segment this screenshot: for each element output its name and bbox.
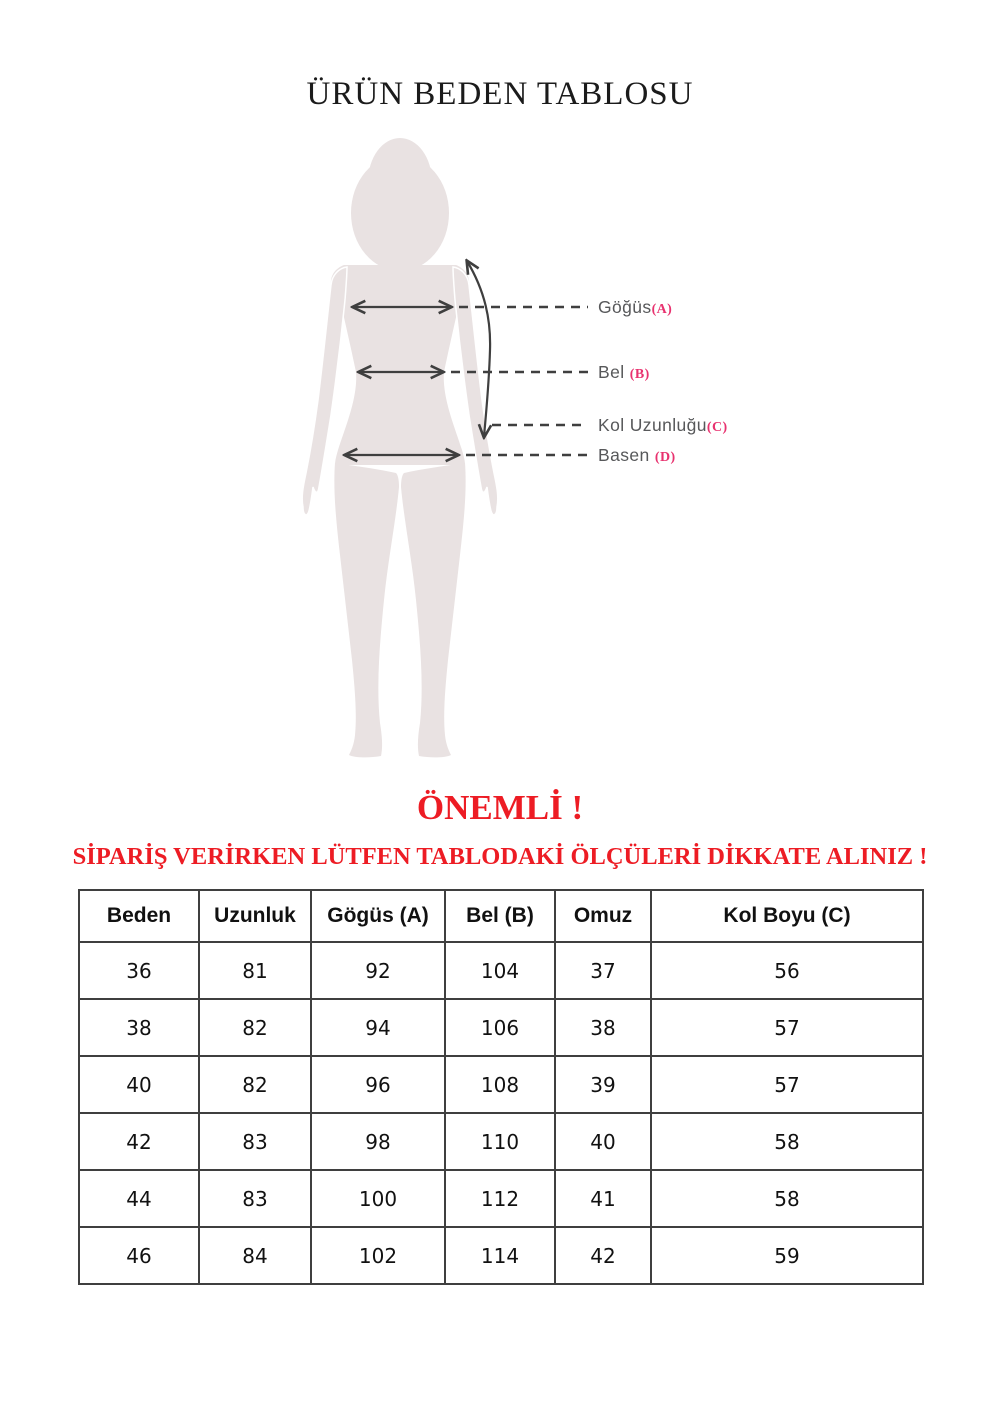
measurement-label-arm-length bbox=[598, 414, 728, 436]
size-cell: 38 bbox=[79, 999, 199, 1056]
size-cell: 112 bbox=[445, 1170, 555, 1227]
size-cell: 46 bbox=[79, 1227, 199, 1284]
size-row bbox=[79, 999, 923, 1056]
size-table-header-row bbox=[79, 890, 923, 942]
size-cell: 58 bbox=[651, 1113, 923, 1170]
size-cell: 59 bbox=[651, 1227, 923, 1284]
measurement-label-text: Basen bbox=[598, 445, 655, 465]
silhouette-left-leg bbox=[334, 463, 399, 757]
size-guide-figure bbox=[0, 135, 1000, 777]
size-cell: 104 bbox=[445, 942, 555, 999]
size-cell: 100 bbox=[311, 1170, 445, 1227]
size-row bbox=[79, 1170, 923, 1227]
column-header: Omuz bbox=[555, 890, 651, 942]
size-row bbox=[79, 942, 923, 999]
measurement-label-text: Kol Uzunluğu bbox=[598, 415, 707, 435]
size-cell: 83 bbox=[199, 1113, 311, 1170]
size-cell: 110 bbox=[445, 1113, 555, 1170]
measurement-label-chest bbox=[598, 296, 672, 318]
size-cell: 84 bbox=[199, 1227, 311, 1284]
measurement-letter-badge: (B) bbox=[629, 367, 650, 382]
measurement-letter-badge: (A) bbox=[651, 302, 673, 317]
page-title: ÜRÜN BEDEN TABLOSU bbox=[306, 76, 694, 112]
size-cell: 37 bbox=[555, 942, 651, 999]
size-cell: 98 bbox=[311, 1113, 445, 1170]
column-header: Kol Boyu (C) bbox=[651, 890, 923, 942]
size-cell: 58 bbox=[651, 1170, 923, 1227]
measurement-label-hip bbox=[598, 444, 676, 466]
size-cell: 41 bbox=[555, 1170, 651, 1227]
size-cell: 114 bbox=[445, 1227, 555, 1284]
size-cell: 83 bbox=[199, 1170, 311, 1227]
size-row bbox=[79, 1227, 923, 1284]
measurement-letter-badge: (D) bbox=[654, 450, 676, 465]
column-header: Uzunluk bbox=[199, 890, 311, 942]
size-cell: 38 bbox=[555, 999, 651, 1056]
size-row bbox=[79, 1113, 923, 1170]
size-cell: 106 bbox=[445, 999, 555, 1056]
size-cell: 44 bbox=[79, 1170, 199, 1227]
size-cell: 42 bbox=[79, 1113, 199, 1170]
size-cell: 40 bbox=[555, 1113, 651, 1170]
size-table bbox=[78, 889, 924, 1285]
column-header: Beden bbox=[79, 890, 199, 942]
silhouette-group bbox=[302, 138, 498, 757]
silhouette-torso bbox=[331, 265, 469, 465]
size-cell: 57 bbox=[651, 999, 923, 1056]
column-header: Bel (B) bbox=[445, 890, 555, 942]
size-cell: 102 bbox=[311, 1227, 445, 1284]
column-header: Gögüs (A) bbox=[311, 890, 445, 942]
measurement-letter-badge: (C) bbox=[706, 420, 728, 435]
body-silhouette-diagram bbox=[0, 135, 1000, 777]
measurement-label-text: Bel bbox=[598, 362, 630, 382]
size-cell: 82 bbox=[199, 999, 311, 1056]
measurement-label-text: Göğüs bbox=[598, 297, 652, 317]
size-cell: 96 bbox=[311, 1056, 445, 1113]
size-cell: 56 bbox=[651, 942, 923, 999]
silhouette-neck bbox=[386, 210, 414, 272]
measurement-label-waist bbox=[598, 361, 650, 383]
size-cell: 82 bbox=[199, 1056, 311, 1113]
size-cell: 39 bbox=[555, 1056, 651, 1113]
order-warning-text: SİPARİŞ VERİRKEN LÜTFEN TABLODAKİ ÖLÇÜLERİ DİKKATE ALINIZ ! bbox=[72, 843, 928, 870]
size-row bbox=[79, 1056, 923, 1113]
size-cell: 57 bbox=[651, 1056, 923, 1113]
size-cell: 36 bbox=[79, 942, 199, 999]
important-heading: ÖNEMLİ ! bbox=[416, 788, 584, 827]
silhouette-right-leg bbox=[401, 463, 466, 757]
size-cell: 81 bbox=[199, 942, 311, 999]
size-cell: 40 bbox=[79, 1056, 199, 1113]
size-cell: 42 bbox=[555, 1227, 651, 1284]
size-cell: 108 bbox=[445, 1056, 555, 1113]
size-cell: 94 bbox=[311, 999, 445, 1056]
size-cell: 92 bbox=[311, 942, 445, 999]
